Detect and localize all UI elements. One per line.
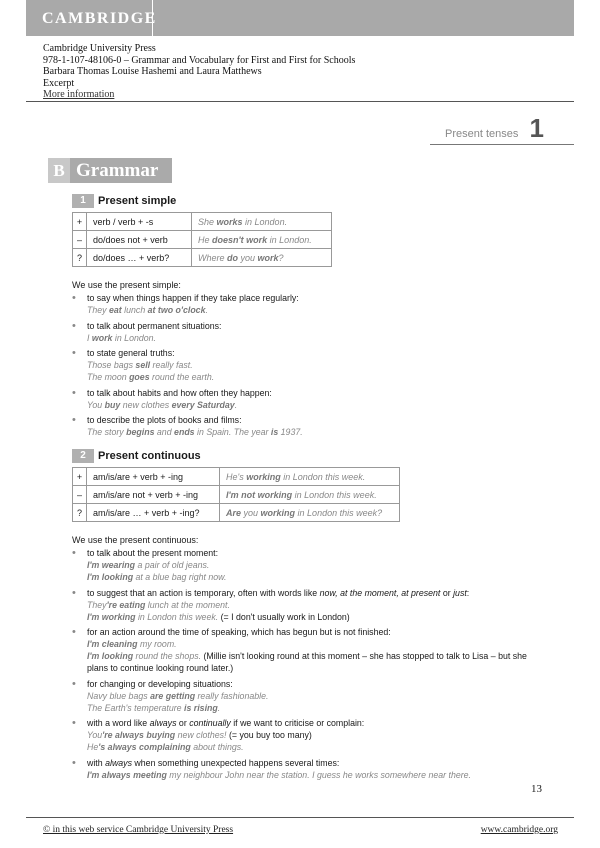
- example-text: really fast.: [150, 360, 193, 370]
- form-symbol: –: [73, 486, 87, 504]
- form-example: [192, 249, 332, 267]
- emphasis-text: at two o'clock: [147, 305, 206, 315]
- table-row: [73, 231, 332, 249]
- example-text: round the earth.: [149, 372, 215, 382]
- emphasis-text: goes: [129, 372, 150, 382]
- website-link[interactable]: www.cambridge.org: [480, 825, 558, 835]
- form-symbol: ?: [73, 249, 87, 267]
- present-simple-intro: We use the present simple:: [72, 280, 181, 290]
- list-item: • to talk about the present moment: I'm wearing a pair of old jeans. I'm looking at a blue bag right now.: [72, 547, 532, 583]
- emphasis-text: eat: [109, 305, 122, 315]
- footer-rule: [26, 817, 574, 818]
- book-metadata: [43, 43, 355, 101]
- list-item: [72, 292, 532, 316]
- example-text: you: [241, 507, 261, 518]
- example-text: and: [154, 427, 175, 437]
- example-text: in London this week.: [280, 471, 366, 482]
- authors: Barbara Thomas Louise Hashemi and Laura Matthews: [43, 66, 262, 78]
- header-rule: [26, 101, 574, 102]
- section-heading: [48, 158, 172, 183]
- subsection-title: Present continuous: [98, 449, 201, 462]
- present-simple-uses: [72, 292, 532, 442]
- section-letter: B: [48, 158, 70, 183]
- present-simple-heading: [72, 192, 176, 206]
- example-text: in London.: [242, 216, 288, 227]
- example-text: The moon: [87, 372, 130, 382]
- example-text: Those bags: [87, 360, 136, 370]
- example-text: I: [87, 332, 92, 343]
- form-pattern: am/is/are + verb + -ing: [87, 468, 220, 486]
- present-continuous-heading: [72, 447, 201, 461]
- emphasis-text: do: [227, 252, 239, 263]
- list-item: [72, 387, 532, 411]
- example-text: in Spain. The year: [194, 427, 271, 437]
- section-title: Grammar: [76, 160, 159, 181]
- example-text: new clothes: [120, 399, 172, 410]
- copyright-link[interactable]: © in this web service Cambridge University Press: [43, 825, 234, 835]
- example-text: in London this week?: [295, 507, 383, 518]
- example-text: in London.: [267, 234, 312, 245]
- example-text: .: [234, 399, 238, 410]
- example-text: 1937.: [278, 427, 303, 437]
- use-description: to talk about permanent situations:: [87, 320, 222, 331]
- emphasis-text: working: [246, 471, 281, 482]
- form-example: [192, 213, 332, 231]
- example-text: He: [198, 234, 213, 245]
- list-item: • for changing or developing situations: Navy blue bags are getting really fashionable. The Earth's temperature is rising.: [72, 678, 532, 714]
- more-information-link[interactable]: More information: [43, 89, 115, 101]
- use-description: to say when things happen if they take place regularly:: [87, 293, 299, 303]
- form-pattern: do/does … + verb?: [87, 249, 192, 267]
- example-text: You: [87, 399, 105, 410]
- emphasis-text: I'm not working: [226, 489, 293, 500]
- example-sentence: [87, 372, 214, 382]
- chapter-label: Present tenses: [445, 128, 519, 140]
- subsection-title: Present simple: [98, 194, 177, 207]
- page-number: 13: [531, 783, 542, 795]
- present-simple-table: [72, 212, 332, 267]
- present-continuous-table: [72, 467, 400, 522]
- chapter-tab: [430, 113, 574, 145]
- cambridge-logo: CAMBRIDGE: [42, 10, 157, 27]
- present-continuous-uses: [72, 547, 532, 784]
- emphasis-text: every Saturday: [171, 399, 235, 410]
- emphasis-text: working: [260, 507, 296, 518]
- emphasis-text: ends: [174, 427, 195, 437]
- use-description: to state general truths:: [87, 348, 175, 358]
- table-row: [73, 249, 332, 267]
- isbn-title: 978-1-107-48106-0 – Grammar and Vocabulary for First and First for Schools: [43, 54, 356, 66]
- example-sentence: [87, 427, 303, 437]
- form-pattern: do/does not + verb: [87, 231, 192, 249]
- example-sentence: [87, 333, 156, 343]
- example-sentence: [87, 360, 193, 370]
- list-item: • for an action around the time of speaking, which has begun but is not finished: I'm cleaning my room. I'm looking round the shops. (Millie isn't looking round at this moment – she has stopped to talk to Lisa – but she plans to continue looking round later.): [72, 626, 532, 674]
- example-sentence: [87, 305, 208, 315]
- form-example: [220, 486, 400, 504]
- example-text: The story: [87, 427, 127, 437]
- list-item: • with always when something unexpected happens several times: I'm always meeting my neighbour John near the station. I guess he works somewhere near there.: [72, 757, 532, 781]
- list-item: • to suggest that an action is temporary, often with words like now, at the moment, at present or just: They're eating lunch at the moment. I'm working in London this week. (= I don't usually work in London): [72, 587, 532, 623]
- form-pattern: am/is/are … + verb + -ing?: [87, 504, 220, 522]
- emphasis-text: buy: [104, 399, 121, 410]
- list-item: [72, 347, 532, 383]
- form-symbol: +: [73, 213, 87, 231]
- table-row: [73, 504, 400, 522]
- use-description: to talk about habits and how often they happen:: [87, 387, 272, 398]
- list-item: • with a word like always or continually if we want to criticise or complain: You're always buying new clothes! (= you buy too many) He's always complaining about things.: [72, 717, 532, 753]
- example-text: She: [198, 216, 217, 227]
- emphasis-text: works: [216, 216, 243, 227]
- form-symbol: –: [73, 231, 87, 249]
- emphasis-text: is: [270, 427, 279, 437]
- excerpt-label: Excerpt: [43, 77, 75, 89]
- table-row: [73, 213, 332, 231]
- form-symbol: ?: [73, 504, 87, 522]
- example-sentence: [87, 400, 237, 410]
- form-pattern: am/is/are not + verb + -ing: [87, 486, 220, 504]
- example-text: lunch: [121, 305, 148, 315]
- example-text: He's: [226, 471, 247, 482]
- emphasis-text: work: [257, 252, 279, 263]
- emphasis-text: Are: [226, 507, 242, 518]
- form-example: [220, 504, 400, 522]
- list-item: [72, 414, 532, 438]
- use-description: to describe the plots of books and films:: [87, 415, 242, 425]
- form-example: [220, 468, 400, 486]
- example-text: They: [87, 305, 110, 315]
- example-text: .: [205, 305, 208, 315]
- example-text: in London this week.: [292, 489, 377, 500]
- form-example: [192, 231, 332, 249]
- table-row: [73, 468, 400, 486]
- publisher: Cambridge University Press: [43, 43, 156, 54]
- form-symbol: +: [73, 468, 87, 486]
- subsection-number: 1: [72, 194, 94, 208]
- list-item: [72, 320, 532, 344]
- example-text: ?: [278, 252, 284, 263]
- table-row: [73, 486, 400, 504]
- chapter-number: 1: [529, 113, 544, 143]
- emphasis-text: work: [91, 332, 113, 343]
- emphasis-text: sell: [135, 360, 151, 370]
- form-pattern: verb / verb + -s: [87, 213, 192, 231]
- emphasis-text: doesn't work: [212, 234, 268, 245]
- example-text: in London.: [112, 332, 156, 343]
- subsection-number: 2: [72, 449, 94, 463]
- emphasis-text: begins: [126, 427, 155, 437]
- present-continuous-intro: We use the present continuous:: [72, 535, 199, 545]
- example-text: you: [238, 252, 258, 263]
- example-text: Where: [198, 252, 228, 263]
